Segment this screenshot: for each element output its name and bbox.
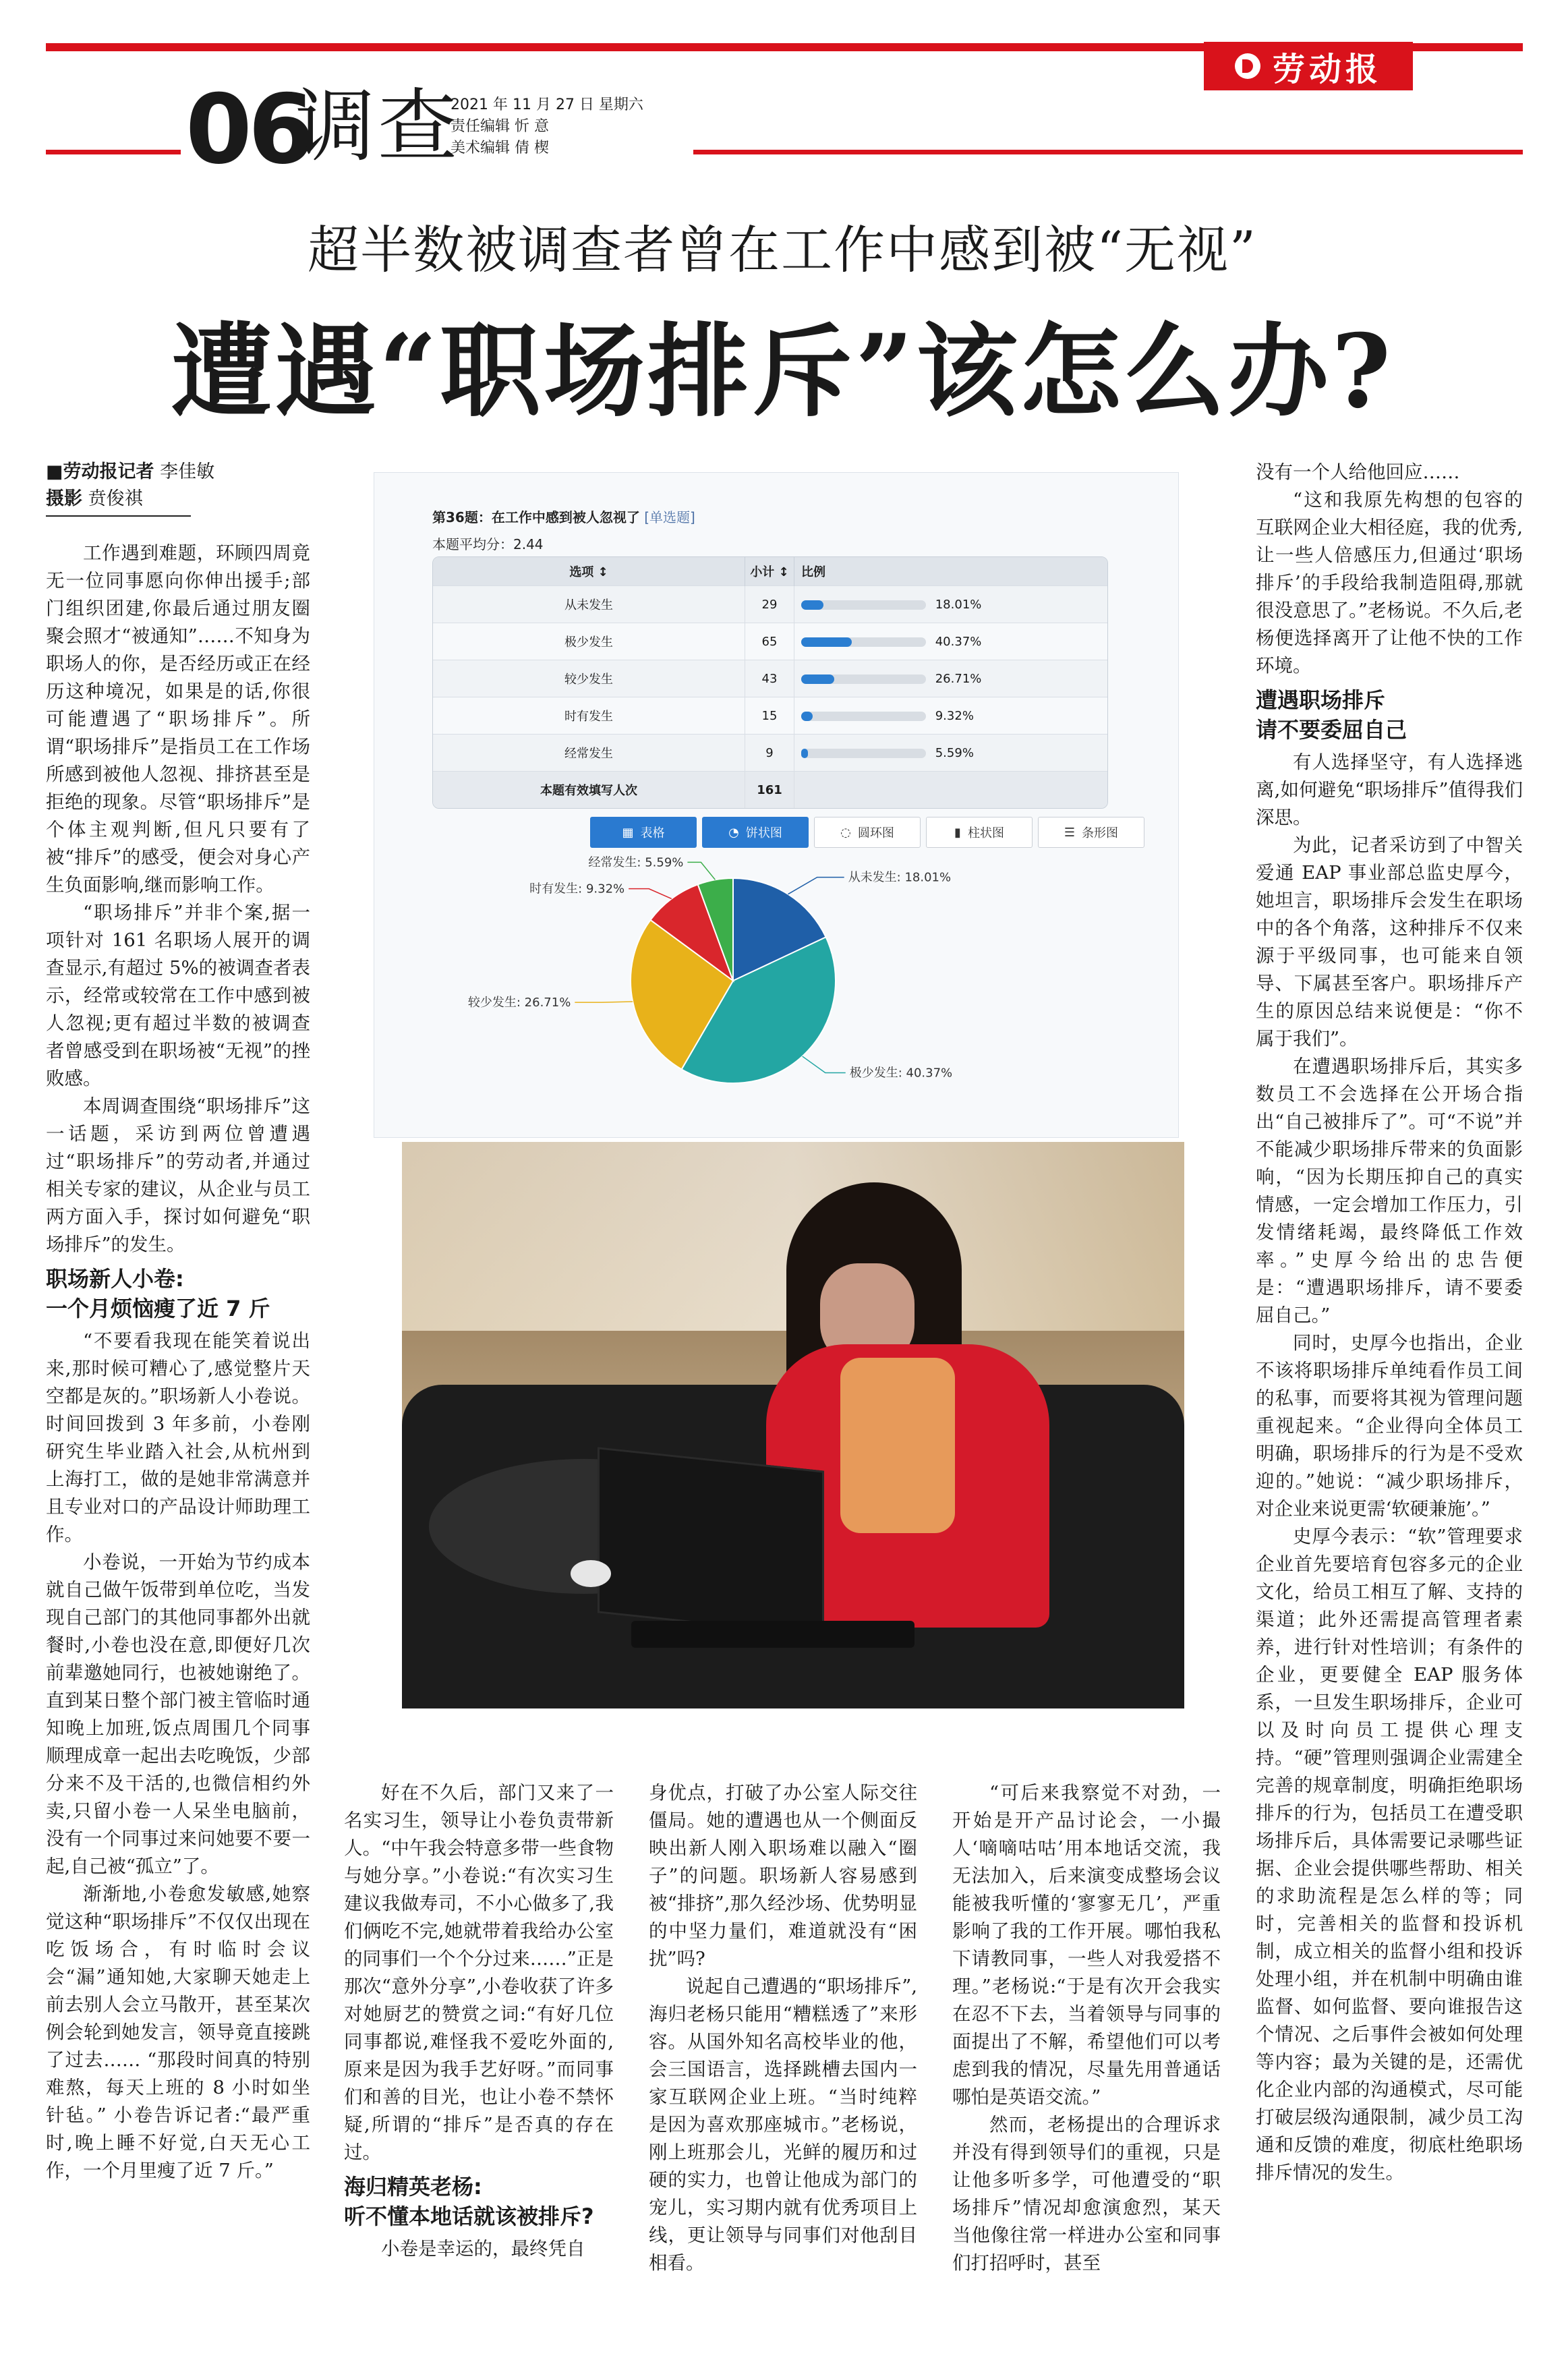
paragraph: 小卷是幸运的，最终凭自 — [381, 2238, 585, 2260]
paragraph: 说起自己遭遇的“职场排斥”,海归老杨只能用“糟糕透了”来形容。从国外知名高校毕业的他，会三国语言，选择跳槽去国内一家互联网企业上班。“当时纯粹是因为喜欢那座城市。”老杨说，刚上班那会儿，光鲜的履历和过硬的实力，也曾让他成为部门的宠儿，实习期内就有优秀项目上线，更让领导与同事们对他刮目相看。 — [649, 1976, 917, 2274]
logo-icon — [1235, 53, 1260, 79]
pie-leader-line — [687, 862, 715, 880]
editor-credit: 责任编辑 忻 意 — [451, 118, 549, 135]
grid-icon: ▦ — [622, 825, 634, 840]
pie-chart — [374, 851, 1178, 1137]
laptop-base — [631, 1621, 914, 1648]
percent-bar — [801, 600, 926, 610]
table-row: 极少发生 65 40.37% — [433, 623, 1107, 660]
logo-text: 劳动报 — [1272, 50, 1382, 88]
paragraph: “职场排斥”并非个案,据一项针对 161 名职场人展开的调查显示,有超过 5%的被调查者表示，经常或较常在工作中感到被人忽视;更有超过半数的被调查者曾感受到在职场被“无视”的挫败感。 — [46, 902, 310, 1089]
pie-label: 较少发生: 26.71% — [467, 996, 571, 1010]
paragraph: 然而，老杨提出的合理诉求并没有得到领导们的重视，只是让他多听多学，可他遭受的“职场排斥”情况却愈演愈烈，某天当他像往常一样进办公室和同事们打招呼时，甚至 — [952, 2114, 1221, 2274]
column-header[interactable]: 选项 ↕ — [433, 557, 745, 586]
pie-label: 经常发生: 5.59% — [588, 855, 684, 870]
paragraph: 史厚今表示：“软”管理要求企业首先要培育包容多元的企业文化，给员工相互了解、支持的渠道；此外还需提高管理者素养，进行针对性培训；有条件的企业，更要健全 EAP 服务体系，一旦发生职场排斥，企业可以及时向员工提供心理支持。“硬”管理则强调企业需建全完善的规章制度，明确拒绝职场排斥的行为，包括员工在遭受职场排斥后，具体需要记录哪些证据、企业会提供哪些帮助、相关的求助流程是怎么样的等；同时，完善相关的监督和投诉机制，成立相关的监督小组和投诉处理小组，并在机制中明确由谁监督、如何监督、要向谁报告这个情况、之后事件会被如何处理等内容；最为关键的是，还需优化企业内部的沟通模式，尽可能打破层级沟通限制，减少员工沟通和反馈的难度，彻底杜绝职场排斥情况的发生。 — [1256, 1526, 1523, 2183]
paragraph: “这和我原先构想的包容的互联网企业大相径庭，我的优秀,让一些人倍感压力,但通过‘职场排斥’的手段给我制造阻碍,那就很没意思了。”老杨说。不久后,老杨便选择离开了让他不快的工作环境。 — [1256, 489, 1523, 677]
byline — [46, 459, 316, 517]
article-column-4 — [952, 1779, 1221, 2277]
section-heading: 职场新人小卷: 一个月烦恼瘦了近 7 斤 — [46, 1266, 270, 1321]
bar-fill — [801, 600, 823, 610]
section-heading: 遭遇职场排斥 请不要委屈自己 — [1256, 687, 1407, 743]
pie-label: 时有发生: 9.32% — [529, 882, 625, 896]
percent-bar — [801, 712, 926, 721]
pie-view-button[interactable]: ◔ 饼状图 — [702, 817, 809, 848]
masthead-meta — [451, 94, 693, 159]
bar-fill — [801, 749, 808, 758]
section-heading: 海归精英老杨: 听不懂本地话就该被排斥? — [344, 2174, 594, 2229]
table-row: 经常发生 9 5.59% — [433, 735, 1107, 772]
percent-bar — [801, 674, 926, 684]
article-column-2 — [344, 1779, 614, 2263]
paragraph: 本周调查围绕“职场排斥”这一话题，采访到两位曾遭遇过“职场排斥”的劳动者,并通过相关专家的建议，从企业与员工两方面入手，探讨如何避免“职场排斥”的发生。 — [46, 1095, 310, 1255]
paragraph: “不要看我现在能笑着说出来,那时候可糟心了,感觉整片天空都是灰的。”职场新人小卷说。时间回拨到 3 年多前，小卷刚研究生毕业踏入社会,从杭州到上海打工，做的是她非常满意并且专业对口的产品设计师助理工作。 — [46, 1330, 310, 1545]
article-column-3 — [649, 1779, 917, 2277]
paragraph: 没有一个人给他回应…… — [1256, 461, 1460, 483]
bar-fill — [801, 674, 834, 684]
paragraph: 有人选择坚守，有人选择逃离,如何避免“职场排斥”值得我们深思。 — [1256, 751, 1523, 828]
column-header: 比例 — [794, 557, 1108, 586]
bar-fill — [801, 712, 813, 721]
column-view-button[interactable]: ▮ 柱状图 — [926, 817, 1033, 848]
reporter-name: 李佳敏 — [160, 461, 215, 482]
percent-bar — [801, 749, 926, 758]
table-row: 较少发生 43 26.71% — [433, 660, 1107, 697]
survey-graphic — [374, 472, 1179, 1138]
pie-icon: ◔ — [728, 825, 739, 840]
subtitle: 超半数被调查者曾在工作中感到被“无视” — [308, 220, 1257, 280]
section-name: 调查 — [295, 80, 461, 173]
header-rule-left — [46, 150, 181, 154]
paragraph: 为此，记者采访到了中智关爱通 EAP 事业部总监史厚今，她坦言，职场排斥会发生在职场中的各个角落，这种排斥不仅来源于平级同事，也可能来自领导、下属甚至客户。职场排斥产生的原因总结来说便是：“你不属于我们”。 — [1256, 834, 1523, 1050]
section-number: 06 — [185, 74, 311, 185]
column-chart-icon: ▮ — [954, 825, 961, 840]
paragraph: 渐渐地,小卷愈发敏感,她察觉这种“职场排斥”不仅仅出现在吃饭场合，有时临时会议会“漏”通知她,大家聊天她走上前去别人会立马散开，甚至某次例会轮到她发言，领导竟直接跳了过去…… “那段时间真的特别难熬，每天上班的 8 小时如坐针毡。” 小卷告诉记者:“最严重时,晚上睡不好觉,白天无心工作，一个月里瘦了近 7 斤。” — [46, 1883, 310, 2181]
photo-label: 摄影 — [46, 488, 82, 509]
table-total-row: 本题有效填写人次 161 — [433, 772, 1107, 809]
survey-average: 本题平均分：2.44 — [432, 536, 544, 552]
bar-chart-icon: ☰ — [1064, 825, 1076, 840]
donut-view-button[interactable]: ◌ 圆环图 — [814, 817, 921, 848]
pie-leader-line — [803, 1056, 846, 1072]
paragraph: 身优点，打破了办公室人际交往僵局。她的遭遇也从一个侧面反映出新人刚入职场难以融入“圈子”的问题。职场新人容易感到被“排挤”,那久经沙场、优势明显的中坚力量们，难道就没有“困扰”吗? — [649, 1782, 917, 1970]
art-editor-credit: 美术编辑 倩 楔 — [451, 140, 549, 156]
page-title: 遭遇“职场排斥”该怎么办? — [171, 312, 1394, 431]
paragraph: 在遭遇职场排斥后，其实多数员工不会选择在公开场合指出“自己被排斥了”。可“不说”并不能减少职场排斥带来的负面影响，“因为长期压抑自己的真实情感，一定会增加工作压力，引发情绪耗竭，最终降低工作效率。”史厚今给出的忠告便是：“遭遇职场排斥，请不要委屈自己。” — [1256, 1056, 1523, 1326]
reporter-label: ■劳动报记者 — [46, 461, 154, 482]
article-column-1 — [46, 540, 310, 2185]
percent-bar — [801, 637, 926, 647]
survey-question: 第36题：在工作中感到被人忽视了 [单选题] — [432, 509, 695, 525]
newspaper-logo — [1204, 42, 1413, 90]
person-scarf — [840, 1358, 955, 1533]
pie-leader-line — [788, 878, 844, 894]
article-photo — [402, 1142, 1184, 1708]
bar-fill — [801, 637, 852, 647]
article-column-5 — [1256, 459, 1523, 2187]
laptop-screen — [598, 1447, 824, 1636]
survey-table — [432, 556, 1108, 809]
mouse — [571, 1560, 611, 1587]
photographer-name: 贲俊祺 — [88, 488, 143, 509]
pie-label: 极少发生: 40.37% — [849, 1066, 953, 1081]
issue-date: 2021 年 11 月 27 日 星期六 — [451, 96, 643, 113]
pie-leader-line — [629, 889, 672, 899]
paragraph: “可后来我察觉不对劲，一开始是开产品讨论会，一小撮人‘嘀嘀咕咕’用本地话交流，我无法加入，后来演变成整场会议能被我听懂的‘寥寥无几’，严重影响了我的工作开展。哪怕我私下请教同事，一些人对我爱搭不理。”老杨说:“于是有次开会我实在忍不下去，当着领导与同事的面提出了不解，希望他们可以考虑到我的情况，尽量先用普通话哪怕是英语交流。” — [952, 1782, 1221, 2108]
table-view-button[interactable]: ▦ 表格 — [590, 817, 697, 848]
column-header[interactable]: 小计 ↕ — [745, 557, 794, 586]
table-row: 从未发生 29 18.01% — [433, 586, 1107, 623]
bar-view-button[interactable]: ☰ 条形图 — [1038, 817, 1144, 848]
paragraph: 小卷说，一开始为节约成本就自己做午饭带到单位吃，当发现自己部门的其他同事都外出就餐时,小卷也没在意,即便好几次前辈邀她同行，也被她谢绝了。直到某日整个部门被主管临时通知晚上加班,饭点周围几个同事顺理成章一起出去吃晚饭，少部分来不及干活的,也微信相约外卖,只留小卷一人呆坐电脑前，没有一个同事过来问她要不要一起,自己被“孤立”了。 — [46, 1551, 310, 1877]
paragraph: 好在不久后，部门又来了一名实习生，领导让小卷负责带新人。“中午我会特意多带一些食物与她分享。”小卷说:“有次实习生建议我做寿司，不小心做多了,我们俩吃不完,她就带着我给办公室的同事们一个个分过来……”正是那次“意外分享”,小卷收获了许多对她厨艺的赞赏之词:“有好几位同事都说,难怪我不爱吃外面的,原来是因为我手艺好呀。”而同事们和善的目光，也让小卷不禁怀疑,所谓的“排斥”是否真的存在过。 — [344, 1782, 614, 2163]
pie-label: 从未发生: 18.01% — [848, 870, 952, 885]
header-rule — [693, 150, 1523, 154]
paragraph: 同时，史厚今也指出，企业不该将职场排斥单纯看作员工间的私事，而要将其视为管理问题重视起来。“企业得向全体员工明确，职场排斥的行为是不受欢迎的。”她说：“减少职场排斥，对企业来说更需‘软硬兼施’。” — [1256, 1332, 1523, 1520]
donut-icon: ◌ — [840, 825, 851, 840]
table-row: 时有发生 15 9.32% — [433, 697, 1107, 735]
paragraph: 工作遇到难题，环顾四周竟无一位同事愿向你伸出援手;部门组织团建,你最后通过朋友圈聚会照才“被通知”……不知身为职场人的你，是否经历或正在经历这种境况，如果是的话,你很可能遭遇了“职场排斥”。所谓“职场排斥”是指员工在工作场所感到被他人忽视、排挤甚至是拒绝的现象。尽管“职场排斥”是个体主观判断,但凡只要有了被“排斥”的感受，便会对身心产生负面影响,继而影响工作。 — [46, 542, 310, 896]
